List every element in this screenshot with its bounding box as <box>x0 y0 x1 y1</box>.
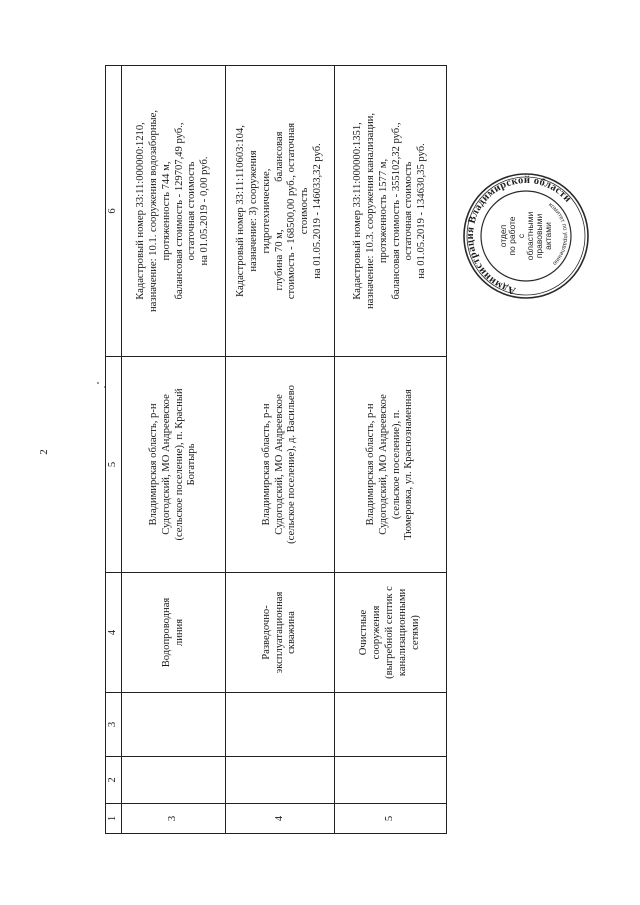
address-line: (сельское поселение), п. Красный <box>173 388 185 541</box>
name-line: эксплуатационная <box>273 591 285 674</box>
official-stamp <box>462 172 590 300</box>
table-row <box>335 66 447 834</box>
empty-cell <box>335 693 447 757</box>
table-row <box>226 66 335 834</box>
column-number: 5 <box>106 357 122 573</box>
details-line: стоимость - 168500,00 руб., остаточная <box>286 122 298 300</box>
name-line: линия <box>173 618 185 647</box>
address-cell <box>122 357 226 573</box>
details-line: протяженность 744 м, <box>160 161 172 261</box>
details-line: стоимость <box>299 187 311 235</box>
details-cell <box>335 66 447 357</box>
name-line: (выгребной септик с <box>384 586 396 679</box>
row-number-cell: 3 <box>122 804 226 834</box>
stamp-inner-arc-text: комитет по управлению <box>547 202 569 266</box>
name-line: Разведочно- <box>260 605 272 660</box>
details-line: на 01.05.2019 - 134630,35 руб. <box>416 143 428 279</box>
details-line: Кадастровый номер 33:11:000000:1351, <box>351 122 363 300</box>
stamp-line: с областными <box>516 211 535 261</box>
empty-cell <box>335 757 447 804</box>
details-line: на 01.05.2019 - 146033,32 руб. <box>312 143 324 279</box>
column-number-row <box>106 66 122 834</box>
column-number: 3 <box>106 693 122 757</box>
column-number: 1 <box>106 804 122 834</box>
empty-cell <box>122 693 226 757</box>
details-line: Кадастровый номер 33:11:110603:104, <box>234 125 246 297</box>
address-line: Владимирская область, р-н <box>147 403 159 526</box>
address-cell <box>226 357 335 573</box>
column-number: 2 <box>106 757 122 804</box>
details-line: протяженность 1577 м, <box>377 158 389 264</box>
row-number-cell: 5 <box>335 804 447 834</box>
empty-cell <box>122 757 226 804</box>
address-line: (сельское поселение), п. <box>390 409 402 520</box>
name-line: канализационными <box>396 588 408 677</box>
name-line: Водопроводная <box>160 597 172 668</box>
object-name-cell <box>226 573 335 693</box>
details-line: на 01.05.2019 - 0,00 руб. <box>199 156 211 266</box>
name-line: скважина <box>286 611 298 654</box>
details-line: остаточная стоимость <box>403 161 415 261</box>
name-line: сетями) <box>409 615 421 650</box>
column-number: 6 <box>106 66 122 357</box>
name-line: Очистные <box>358 609 370 656</box>
address-cell <box>335 357 447 573</box>
address-line: Владимирская область, р-н <box>260 403 272 526</box>
details-line: балансовая стоимость - 355102,32 руб., <box>390 122 402 300</box>
name-line: сооружения <box>371 605 383 660</box>
details-line: глубина 70 м, балансовая <box>273 131 285 291</box>
address-line: Судогодский, МО Андреевское <box>377 394 389 535</box>
stamp-ring-text: Администрация Владимирской области <box>464 174 574 296</box>
column-number: 4 <box>106 573 122 693</box>
details-line: Кадастровый номер 33:11:000000:1210, <box>134 122 146 300</box>
details-line: балансовая стоимость - 129707,49 руб., <box>173 122 185 300</box>
details-line: назначение: 10.3. сооружения канализации, <box>364 113 376 310</box>
details-line: назначение: 3) сооружения <box>247 150 259 272</box>
property-table <box>105 65 447 834</box>
details-line: гидротехнические, <box>260 168 272 254</box>
address-line: (сельское поселение), д. Васильево <box>286 385 298 544</box>
object-name-cell <box>335 573 447 693</box>
page-number: 2 <box>38 449 50 455</box>
address-line: Богатырь <box>186 443 198 486</box>
row-number-cell: 4 <box>226 804 335 834</box>
empty-cell <box>226 693 335 757</box>
details-cell <box>122 66 226 357</box>
stamp-center-text <box>499 210 553 262</box>
address-line: Судогодский, МО Андреевское <box>160 394 172 535</box>
stamp-line: отдел <box>498 224 509 248</box>
address-line: Владимирская область, р-н <box>364 403 376 526</box>
rotated-table-container <box>105 66 445 834</box>
details-line: назначение: 10.1. сооружения водозаборные, <box>147 110 159 312</box>
details-cell <box>226 66 335 357</box>
details-line: остаточная стоимость <box>186 161 198 261</box>
empty-cell <box>226 757 335 804</box>
stamp-line: по работе <box>507 216 518 256</box>
address-line: Судогодский, МО Андреевское <box>273 394 285 535</box>
stamp-line: правовыми <box>533 213 544 259</box>
address-line: Тюмеровка, ул. Краснознаменная <box>403 389 415 540</box>
table-row <box>122 66 226 834</box>
object-name-cell <box>122 573 226 693</box>
stamp-line: актами <box>542 222 553 250</box>
